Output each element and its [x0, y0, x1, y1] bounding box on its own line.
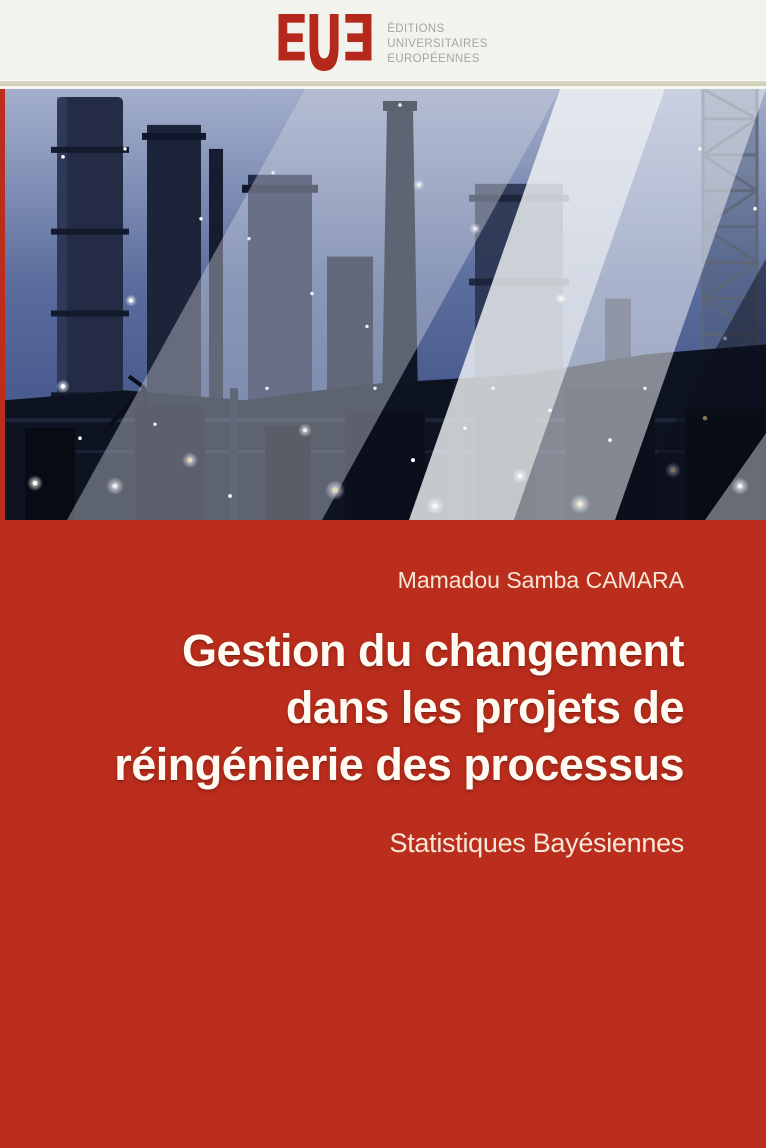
- publisher-header: [0, 0, 766, 80]
- publisher-name-line: ÉDITIONS: [387, 23, 445, 35]
- header-divider: [0, 80, 766, 89]
- author-name: Mamadou Samba CAMARA: [397, 567, 684, 593]
- title-block: [0, 520, 766, 859]
- publisher-brand: [0, 0, 766, 74]
- book-title-line: dans les projets de: [285, 682, 684, 733]
- book-title: [0, 622, 684, 793]
- publisher-name-line: EUROPÉENNES: [387, 53, 480, 65]
- publisher-name: [387, 14, 488, 67]
- book-subtitle: Statistiques Bayésiennes: [389, 828, 684, 858]
- book-title-line: Gestion du changement: [181, 625, 684, 676]
- cover-photo: [5, 89, 766, 520]
- book-title-line: réingénierie des processus: [114, 739, 684, 790]
- eue-logo-icon: [278, 14, 372, 74]
- publisher-name-line: UNIVERSITAIRES: [387, 38, 488, 50]
